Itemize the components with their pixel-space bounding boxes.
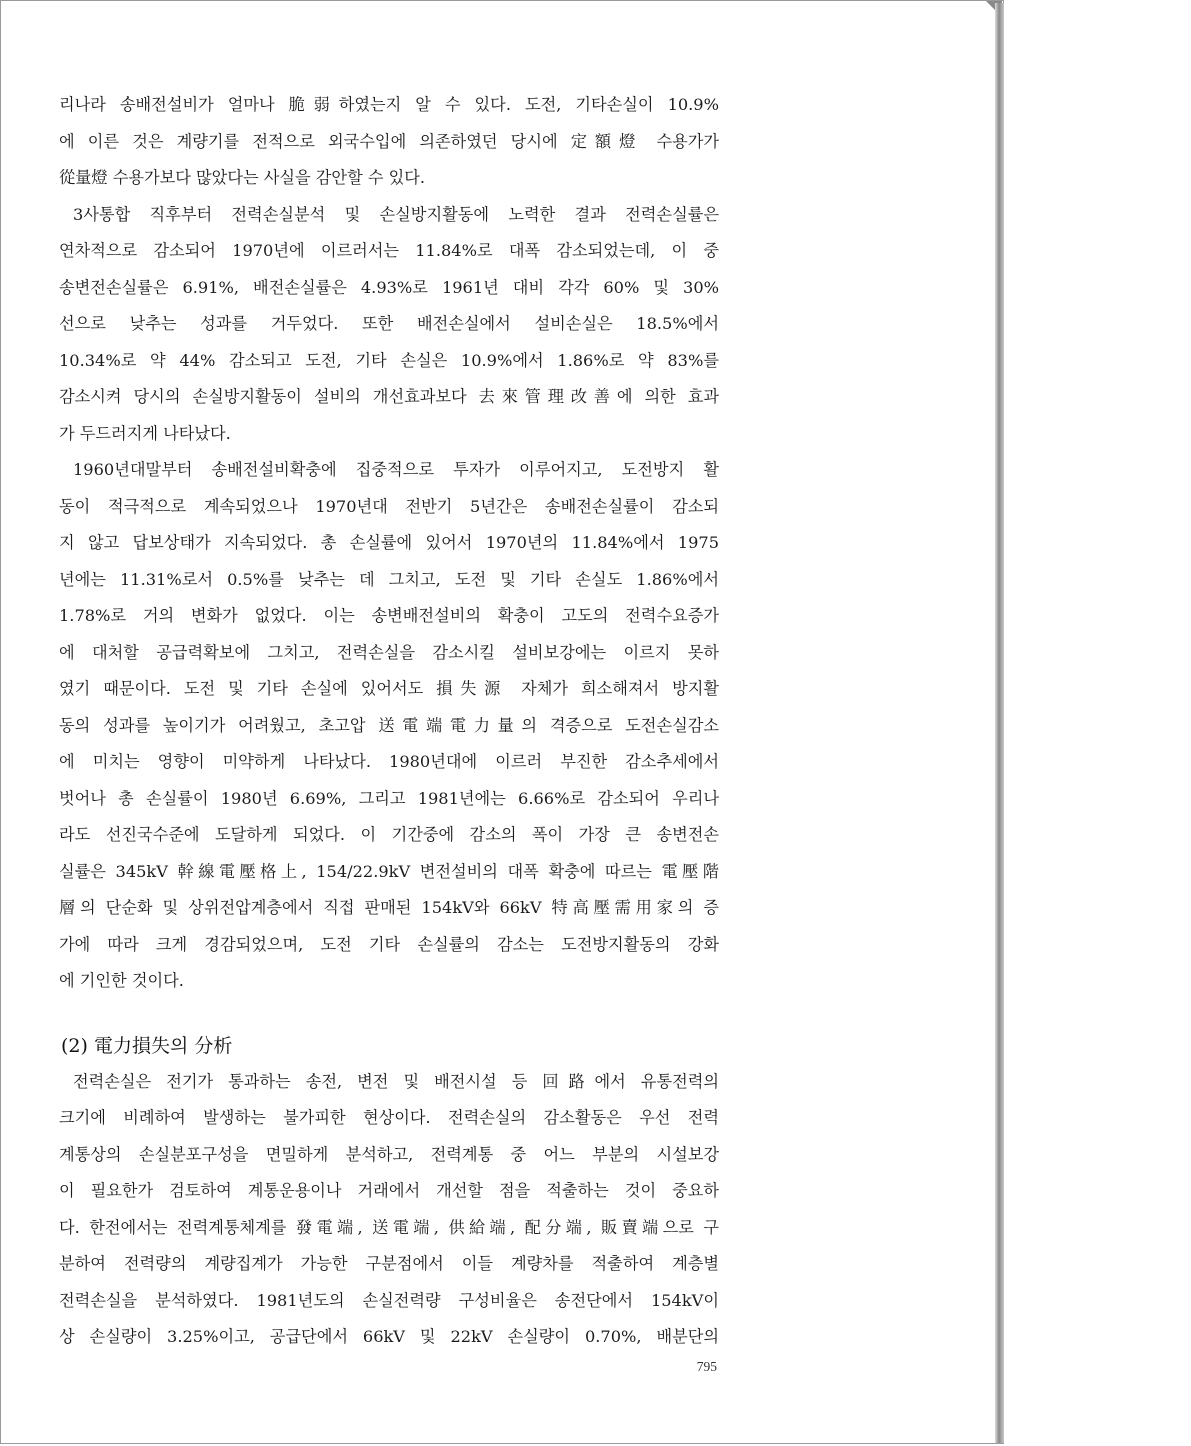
page-number: 795 — [696, 1359, 717, 1374]
paragraph-line: 연차적으로 감소되어 1970년에 이르러서는 11.84%로 대폭 감소되었는데, 이 중 — [59, 241, 719, 260]
paragraph-line: 크기에 비례하여 발생하는 불가피한 현상이다. 전력손실의 감소활동은 우선 전력 — [59, 1108, 719, 1127]
paragraph-line: 리나라 송배전설비가 얼마나 脆弱하였는지 알 수 있다. 도전, 기타손실이 10.9% — [59, 95, 719, 114]
paragraph-line: 에 대처할 공급력확보에 그치고, 전력손실을 감소시킬 설비보강에는 이르지 못하 — [59, 642, 719, 662]
paragraph-line: 전력손실을 분석하였다. 1981년도의 손실전력량 구성비율은 송전단에서 154kV이 — [59, 1290, 719, 1310]
paragraph-line: 선으로 낮추는 성과를 거두었다. 또한 배전손실에서 설비손실은 18.5%에서 — [59, 314, 719, 333]
paragraph-4 — [59, 1064, 719, 1356]
paragraph-line: 송변전손실률은 6.91%, 배전손실률은 4.93%로 1961년 대비 각각 60% 및 30% — [59, 277, 719, 297]
paragraph-3 — [59, 452, 719, 1000]
paragraph-2 — [59, 197, 719, 453]
section-heading: (2) 電力損失의 分析 — [61, 1034, 233, 1057]
paragraph-line: 에 기인한 것이다. — [59, 971, 184, 990]
paragraph-line: 이 필요한가 검토하여 계통운용이나 거래에서 개선할 점을 적출하는 것이 중요하 — [59, 1181, 719, 1200]
paragraph-line: 다. 한전에서는 전력계통체계를 發電端, 送電端, 供給端, 配分端, 販賣端으로 구 — [59, 1217, 719, 1237]
paragraph-line: 지 않고 답보상태가 지속되었다. 총 손실률에 있어서 1970년의 11.84%에서 1975 — [59, 533, 719, 552]
paragraph-line: 에 미치는 영향이 미약하게 나타났다. 1980년대에 이르러 부진한 감소추세에서 — [59, 752, 719, 771]
paragraph-line: 가에 따라 크게 경감되었으며, 도전 기타 손실률의 감소는 도전방지활동의 강화 — [59, 934, 719, 954]
paragraph-line: 가 두드러지게 나타났다. — [59, 423, 231, 443]
paragraph-line: 동의 성과를 높이기가 어려웠고, 초고압 送電端電力量의 격증으로 도전손실감소 — [59, 715, 719, 735]
paragraph-line: 1960년대말부터 송배전설비확충에 집중적으로 투자가 이루어지고, 도전방지 활 — [73, 460, 719, 479]
paragraph-line: 3사통합 직후부터 전력손실분석 및 손실방지활동에 노력한 결과 전력손실률은 — [73, 204, 719, 224]
paragraph-line: 였기 때문이다. 도전 및 기타 손실에 있어서도 損失源 자체가 희소해져서 방지활 — [59, 679, 719, 698]
paragraph-line: 라도 선진국수준에 도달하게 되었다. 이 기간중에 감소의 폭이 가장 큰 송변전손 — [59, 825, 719, 844]
paragraph-line: 層의 단순화 및 상위전압계층에서 직접 판매된 154kV와 66kV 特高壓需用家의 증 — [59, 898, 719, 917]
paragraph-line: 감소시켜 당시의 손실방지활동이 설비의 개선효과보다 去來管理改善에 의한 효과 — [59, 387, 719, 406]
paragraph-line: 에 이른 것은 계량기를 전적으로 외국수입에 의존하였던 당시에 定額燈 수용가가 — [59, 131, 719, 151]
paragraph-line: 1.78%로 거의 변화가 없었다. 이는 송변배전설비의 확충이 고도의 전력수요증가 — [59, 606, 719, 625]
paragraph-line: 동이 적극적으로 계속되었으나 1970년대 전반기 5년간은 송배전손실률이 감소되 — [59, 496, 719, 516]
paragraph-line: 10.34%로 약 44% 감소되고 도전, 기타 손실은 10.9%에서 1.86%로 약 83%를 — [59, 350, 719, 370]
paragraph-line: 전력손실은 전기가 통과하는 송전, 변전 및 배전시설 등 回路에서 유통전력의 — [73, 1071, 719, 1091]
section-spacer — [59, 1000, 719, 1028]
paragraph-line: 분하여 전력량의 계량집계가 가능한 구분점에서 이들 계량차를 적출하여 계층별 — [59, 1254, 719, 1273]
page-content — [59, 87, 719, 1356]
paragraph-1 — [59, 87, 719, 197]
paragraph-line: 상 손실량이 3.25%이고, 공급단에서 66kV 및 22kV 손실량이 0.70%, 배분단의 — [59, 1327, 719, 1346]
paragraph-line: 계통상의 손실분포구성을 면밀하게 분석하고, 전력계통 중 어느 부분의 시설보강 — [59, 1144, 719, 1164]
paragraph-line: 벗어나 총 손실률이 1980년 6.69%, 그리고 1981년에는 6.66%로 감소되어 우리나 — [59, 788, 719, 808]
paragraph-line: 從量燈 수용가보다 많았다는 사실을 감안할 수 있다. — [59, 168, 426, 187]
paragraph-line: 년에는 11.31%로서 0.5%를 낮추는 데 그치고, 도전 및 기타 손실도 1.86%에서 — [59, 569, 719, 589]
page-edge-shadow — [995, 3, 1004, 1443]
paragraph-line: 실률은 345kV 幹線電壓格上, 154/22.9kV 변전설비의 대폭 확충에 따르는 電壓階 — [59, 861, 719, 881]
